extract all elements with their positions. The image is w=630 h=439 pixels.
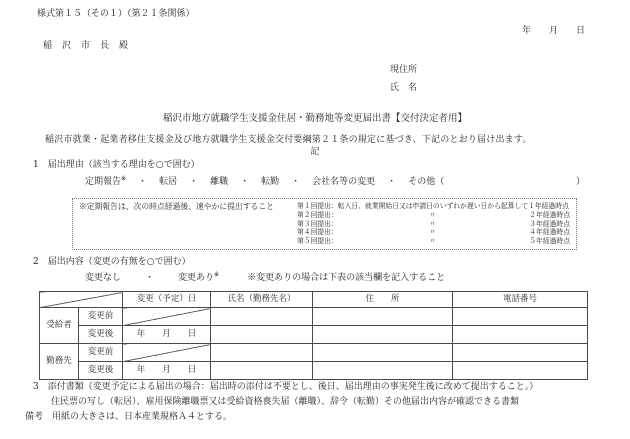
change-options-row [85, 273, 445, 284]
row-label-before: 変更前 [79, 308, 123, 326]
workplace-after-row [40, 362, 588, 380]
option-move: 転居 [159, 177, 178, 187]
table-header-row [40, 292, 588, 308]
col-header-change-date: 変更（予定）日 [123, 292, 211, 308]
submission-row-2 [297, 211, 570, 220]
address-cell [313, 362, 453, 380]
change-note-text: ※変更ありの場合は下表の該当欄を記入すること [247, 273, 446, 283]
col-header-name: 氏名（勤務先名） [211, 292, 313, 308]
submission-row-5 [297, 237, 570, 246]
col-header-phone: 電話番号 [453, 292, 588, 308]
option-transfer: 転勤 [261, 177, 280, 187]
phone-cell [453, 308, 588, 326]
form-number: 様式第１５（その１）（第２１条関係） [37, 9, 195, 19]
elapsed-time: ３年経過時点 [529, 219, 570, 228]
phone-cell [453, 344, 588, 362]
date-cell: 年 月 日 [123, 362, 211, 380]
attached-documents-text: 住民票の写し（転居）、雇用保険離職票又は受給資格喪失届（離職）、辞令（転勤）その他届出内容が確認できる書類 [51, 397, 520, 407]
ditto-mark: 〃 [429, 219, 436, 228]
ditto-mark: 〃 [429, 228, 436, 237]
change-note-mark: ※ [214, 271, 220, 278]
submission-label: 第２回提出： [297, 210, 338, 219]
submission-label: 第４回提出： [297, 228, 338, 237]
address-cell [313, 326, 453, 344]
addressee: 稲 沢 市 長 殿 [43, 41, 129, 51]
elapsed-time: ５年経過時点 [529, 237, 570, 246]
record-mark: 記 [310, 147, 320, 157]
periodic-report-note-box [72, 198, 577, 250]
submission-row-4 [297, 228, 570, 237]
name-cell [211, 308, 313, 326]
col-header-address: 住 所 [313, 292, 453, 308]
name-cell [211, 344, 313, 362]
phone-cell [453, 326, 588, 344]
option-has-change-label: 変更あり [178, 273, 215, 283]
periodic-note-mark: ※ [121, 175, 127, 182]
row-label-after: 変更後 [79, 362, 123, 380]
name-label: 氏 名 [390, 83, 418, 93]
date-cell: 年 月 日 [123, 326, 211, 344]
section1-heading: 1 届出理由（該当する理由を○で囲む） [33, 160, 200, 170]
option-leave-job: 離職 [210, 177, 229, 187]
submission-label: 第３回提出： [297, 219, 338, 228]
row-label-before: 変更前 [79, 344, 123, 362]
current-address-label: 現住所 [390, 65, 418, 75]
option-separator: ・ [240, 177, 250, 187]
change-details-table [39, 291, 588, 380]
option-other-open: その他（ [408, 177, 445, 187]
option-no-change: 変更なし [85, 273, 122, 283]
submission-label: 第５回提出： [297, 237, 338, 246]
remarks-text: 備考 用紙の大きさは、日本産業規格Ａ４とする。 [25, 412, 233, 422]
option-separator: ・ [138, 177, 148, 187]
address-cell [313, 344, 453, 362]
option-separator: ・ [145, 273, 155, 283]
row-group-workplace: 勤務先 [40, 344, 79, 380]
option-has-change [178, 273, 219, 284]
intro-text: 稲沢市就業・起業者移住支援金及び地方就職学生支援金交付要綱第２１条の規定に基づき、下記のとおり届け出ます。 [45, 135, 532, 145]
name-cell [211, 326, 313, 344]
reason-options-row [85, 177, 585, 188]
row-label-after: 変更後 [79, 326, 123, 344]
diagonal-header-cell [40, 292, 123, 308]
section2-heading: 2 届出内容（変更の有無を○で囲む） [33, 257, 191, 267]
name-cell [211, 362, 313, 380]
ditto-mark: 〃 [429, 237, 436, 246]
recipient-before-row [40, 308, 588, 326]
option-periodic-report [85, 177, 126, 188]
option-separator: ・ [387, 177, 397, 187]
workplace-before-row [40, 344, 588, 362]
option-other-close: ） [575, 177, 585, 187]
note-box-note: ※定期報告は、次の時点経過後、速やかに提出すること [79, 202, 274, 211]
option-separator: ・ [189, 177, 199, 187]
date-cell-diagonal [123, 344, 211, 362]
recipient-after-row [40, 326, 588, 344]
phone-cell [453, 362, 588, 380]
form-title: 稲沢市地方就職学生支援金住居・勤務地等変更届出書【交付決定者用】 [162, 113, 467, 124]
section3-heading: 3 添付書類（変更予定による届出の場合：届出時の添付は不要とし、後日、届出理由の事実発生後に改めて提出すること。） [33, 382, 539, 392]
option-separator: ・ [291, 177, 301, 187]
elapsed-time: ２年経過時点 [529, 210, 570, 219]
address-cell [313, 308, 453, 326]
note-box-schedule [297, 202, 570, 247]
option-company-name-change: 会社名等の変更 [312, 177, 376, 187]
elapsed-time: ４年経過時点 [529, 228, 570, 237]
row-group-recipient: 受給者 [40, 308, 79, 344]
submission-row-1: 第１回提出：転入日、就業開始日又は申請日のいずれか遅い日から起算して１年経過時点 [297, 202, 569, 210]
date-line: 年 月 日 [522, 26, 586, 36]
ditto-mark: 〃 [429, 210, 436, 219]
date-cell-diagonal [123, 308, 211, 326]
option-periodic-report-label: 定期報告 [85, 177, 122, 187]
